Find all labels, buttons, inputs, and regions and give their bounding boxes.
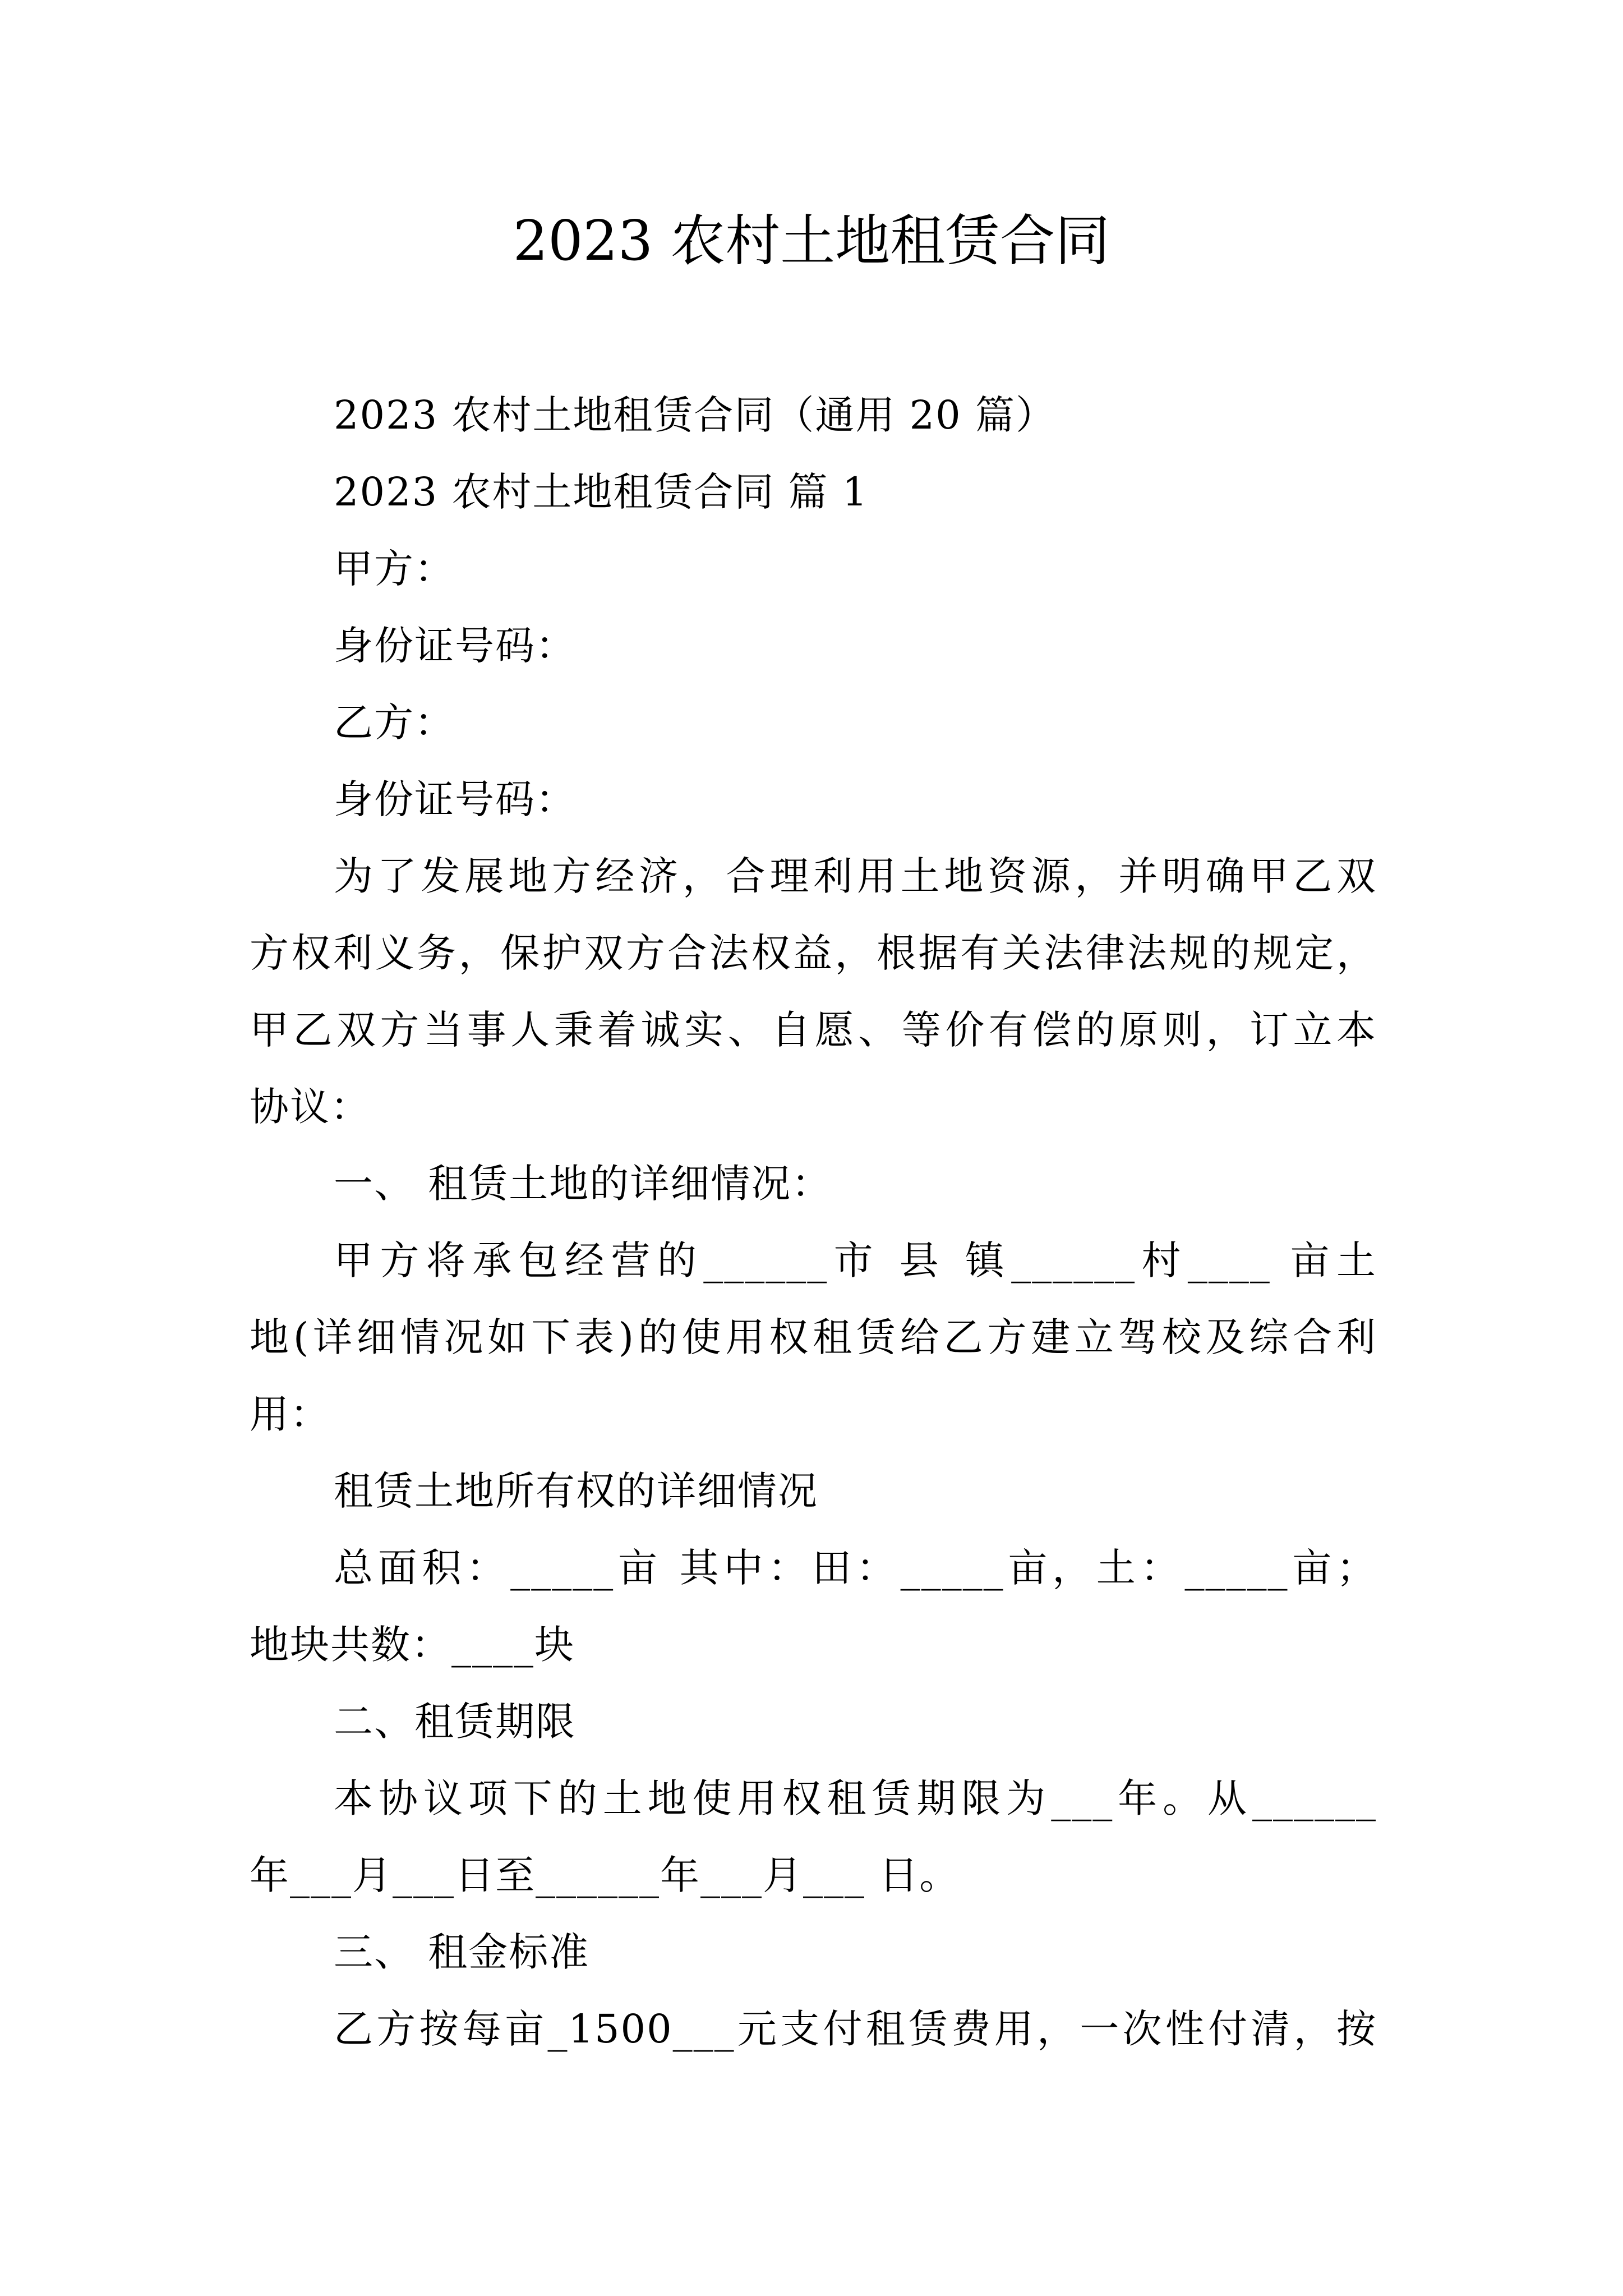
subtitle-line: 2023 农村土地租赁合同（通用 20 篇）: [334, 392, 1056, 438]
paragraph-line: 本协议项下的土地使用权租赁期限为___年。从______: [334, 1775, 1377, 1821]
clause-heading: 二、租赁期限: [334, 1699, 576, 1745]
paragraph-line: 租赁土地所有权的详细情况: [334, 1468, 818, 1514]
paragraph-line: 总面积：_____亩 其中：田：_____亩，土：_____亩；: [334, 1545, 1377, 1591]
paragraph-line: 为了发展地方经济，合理利用土地资源，并明确甲乙双: [334, 853, 1377, 899]
paragraph-line: 年___月___日至______年___月___ 日。: [250, 1852, 960, 1898]
section-heading: 2023 农村土地租赁合同 篇 1: [334, 469, 869, 515]
party-a-label: 甲方：: [334, 546, 455, 592]
party-b-id-label: 身份证号码：: [334, 776, 576, 822]
clause-heading: 一、 租赁土地的详细情况：: [334, 1161, 832, 1207]
document-body: [250, 377, 1377, 2068]
party-b-label: 乙方：: [334, 700, 455, 746]
clause-heading: 三、 租金标准: [334, 1929, 590, 1975]
paragraph-line: 用：: [250, 1391, 330, 1437]
paragraph-line: 甲方将承包经营的______市 县 镇______村____ 亩土: [334, 1237, 1377, 1283]
paragraph-line: 方权利义务，保护双方合法权益，根据有关法律法规的规定，: [250, 930, 1377, 976]
paragraph-line: 乙方按每亩_1500___元支付租赁费用，一次性付清，按: [334, 2006, 1377, 2052]
paragraph-line: 协议：: [250, 1084, 371, 1130]
paragraph-line: 地(详细情况如下表)的使用权租赁给乙方建立驾校及综合利: [250, 1314, 1377, 1360]
paragraph-line: 甲乙双方当事人秉着诚实、自愿、等价有偿的原则，订立本: [250, 1007, 1377, 1053]
party-a-id-label: 身份证号码：: [334, 623, 576, 669]
paragraph-line: 地块共数：____块: [250, 1622, 575, 1668]
document-title: 2023 农村土地租赁合同: [513, 209, 1110, 273]
